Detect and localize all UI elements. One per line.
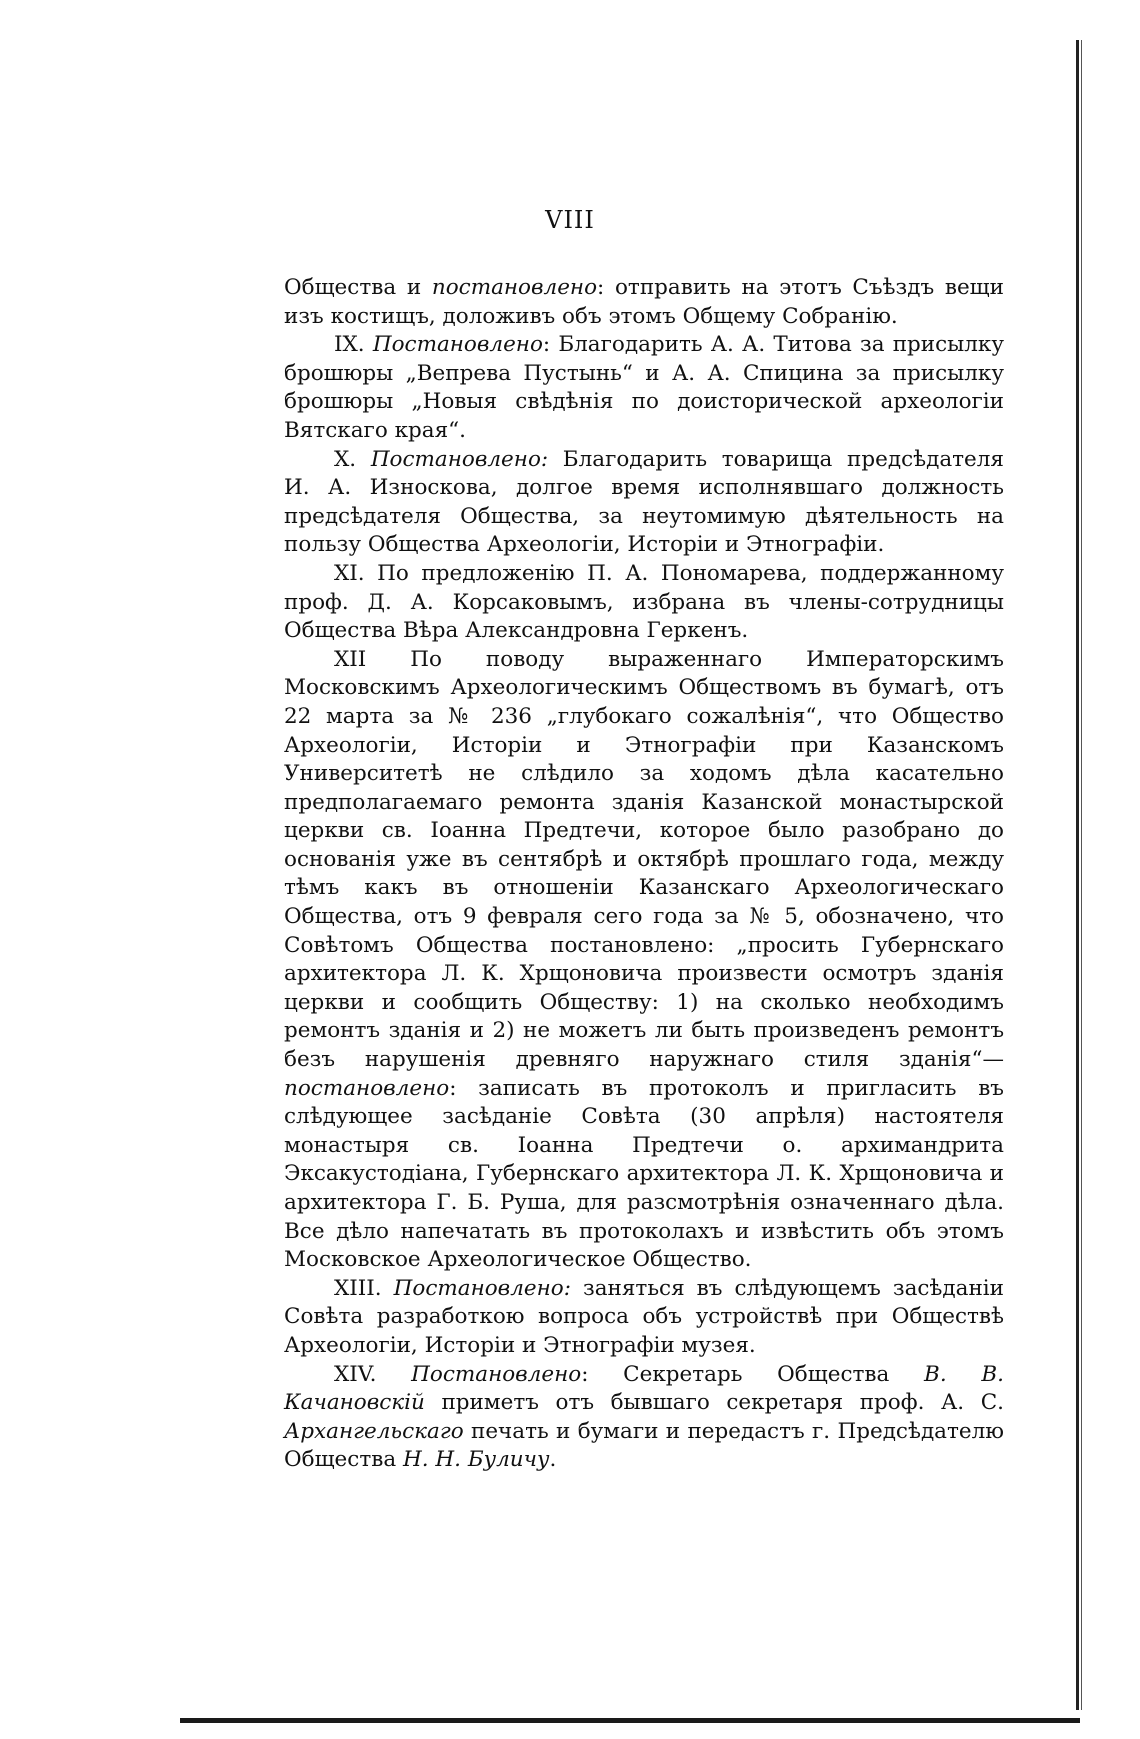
text-segment: XI. По предложенію П. А. Пономарева, поддержанному проф. Д. А. Корсаковымъ, избрана въ члены-сотрудницы Общества Вѣра Александровна Геркенъ.	[284, 560, 1004, 644]
page-edge-rule	[1076, 40, 1079, 1710]
italic-text-segment: Постановлено:	[393, 1275, 571, 1301]
text-segment: Общества и	[284, 275, 432, 300]
text-segment: : записать въ протоколъ и пригласить въ слѣдующее засѣданіе Совѣта (30 апрѣля) настоятеля монастыря св. Іоанна Предтечи о. архимандрита Эксакустодіана, Губернскаго архитектора Л. К. Хрщоновича и архитектора Г. Б. Руша, для разсмотрѣнія означеннаго дѣла. Все дѣло напечатать въ протоколахъ и извѣстить объ этомъ Московское Археологическое Общество.	[284, 1075, 1004, 1273]
page-edge-rule-thin	[1081, 40, 1082, 1710]
paragraph-ix	[284, 331, 1004, 445]
text-segment: : Секретарь Общества	[581, 1361, 925, 1387]
text-segment: XIV.	[334, 1361, 412, 1387]
paragraph-continuation	[284, 274, 1004, 331]
italic-text-segment: Постановлено	[372, 332, 543, 358]
text-segment: приметъ отъ бывшаго секретаря проф. А. С.	[424, 1390, 1004, 1416]
page-number: VIII	[545, 206, 595, 234]
italic-text-segment: постановлено	[284, 1075, 450, 1101]
text-segment: X.	[334, 446, 371, 472]
paragraph-xiv	[284, 1361, 1004, 1475]
text-segment: заняться въ слѣдующемъ засѣданіи Совѣта разработкою вопроса объ устройствѣ при Обществѣ Археологіи, Исторіи и Этнографіи музея.	[284, 1275, 1004, 1358]
bottom-scan-rule	[180, 1718, 1080, 1723]
italic-text-segment: Н. Н. Буличу	[402, 1447, 550, 1473]
text-segment: XIII.	[334, 1275, 394, 1301]
paragraph-x	[284, 446, 1004, 560]
paragraph-xiii	[284, 1275, 1004, 1361]
italic-text-segment: Архангельскаго	[284, 1418, 464, 1444]
text-segment: XII По поводу выраженнаго Императорскимъ Московскимъ Археологическимъ Обществомъ въ бумагѣ, отъ 22 марта за № 236 „глубокаго сожалѣнія“, что Общество Археологіи, Исторіи и Этнографіи при Казанскомъ Университетѣ не слѣдило за ходомъ дѣла касательно предполагаемаго ремонта зданія Казанской монастырской церкви св. Іоанна Предтечи, которое было разобрано до основанія уже въ сентябрѣ и октябрѣ прошлаго года, между тѣмъ какъ въ отношеніи Казанскаго Археологическаго Общества, отъ 9 февраля сего года за № 5, обозначено, что Совѣтомъ Общества постановлено: „просить Губернскаго архитектора Л. К. Хрщоновича произвести осмотръ зданія церкви и сообщить Обществу: 1) на сколько необходимъ ремонтъ зданія и 2) не можетъ ли быть произведенъ ремонтъ безъ нарушенія древняго наружнаго стиля зданія“—	[284, 646, 1004, 1073]
text-segment: : отправить на этотъ Съѣздъ вещи изъ костищъ, доложивъ объ этомъ Общему Собранію.	[284, 275, 1005, 329]
italic-text-segment: В. В. Качановскій	[284, 1361, 1004, 1416]
text-segment: : Благодарить А. А. Титова за присылку брошюры „Вепрева Пустынь“ и А. А. Спицина за присылку брошюры „Новыя свѣдѣнія по доисторической археологіи Вятскаго края“.	[284, 332, 1005, 443]
body-text	[284, 274, 1004, 1475]
text-segment: Благодарить товарища предсѣдателя И. А. Износкова, долгое время исполнявшаго должность предсѣдателя Общества, за неутомимую дѣятельность на пользу Общества Археологіи, Исторіи и Этнографіи.	[284, 446, 1004, 558]
text-segment: IX.	[334, 332, 373, 358]
paragraph-xii	[284, 646, 1004, 1275]
italic-text-segment: Постановлено	[411, 1361, 582, 1387]
italic-text-segment: постановлено	[431, 275, 598, 300]
italic-text-segment: Постановлено:	[370, 446, 549, 472]
text-segment: печать и бумаги и передастъ г. Предсѣдателю Общества	[284, 1418, 1004, 1473]
text-segment: .	[549, 1447, 557, 1473]
paragraph-xi	[284, 560, 1004, 646]
